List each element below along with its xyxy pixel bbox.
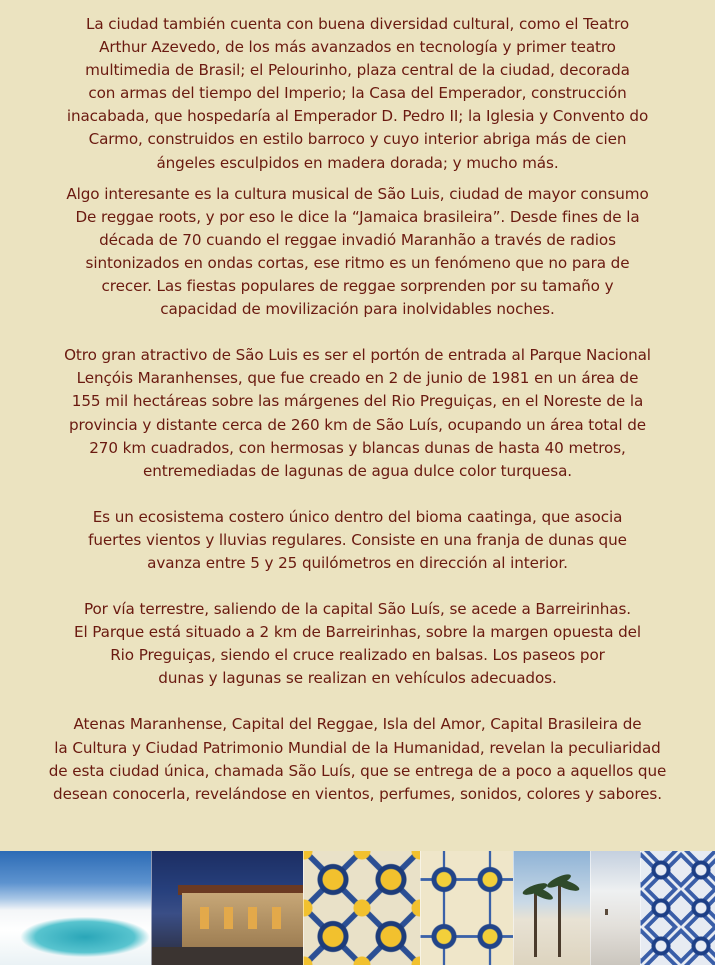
text-line: la Cultura y Ciudad Patrimonio Mundial de la Humanidad, revelan la peculiaridad bbox=[54, 738, 661, 757]
text-line: desean conocerla, revelándose en vientos, perfumes, sonidos, colores y sabores. bbox=[53, 784, 662, 803]
text-line: La ciudad también cuenta con buena diversidad cultural, como el Teatro bbox=[85, 15, 630, 33]
text-line: sintonizados en ondas cortas, ese ritmo es un fenómeno que no para de bbox=[85, 253, 630, 272]
text-line: De reggae roots, y por eso le dice la “Jamaica brasileira”. Desde fines de la bbox=[75, 207, 640, 226]
text-line: ángeles esculpidos en madera dorada; y mucho más. bbox=[156, 153, 559, 172]
azulejo-tile-photo bbox=[420, 851, 513, 965]
text-line: Atenas Maranhense, Capital del Reggae, Isla del Amor, Capital Brasileira de bbox=[73, 715, 642, 734]
text-line: 155 mil hectáreas sobre las márgenes del Rio Preguiças, en el Noreste de la bbox=[71, 392, 644, 411]
text-line: Lençóis Maranhenses, que fue creado en 2 de junio de 1981 en un área de bbox=[76, 369, 639, 388]
paragraph-culture bbox=[0, 13, 715, 175]
text-line: con armas del tiempo del Imperio; la Casa del Emperador, construcción bbox=[88, 84, 627, 103]
text-line: entremediadas de lagunas de agua dulce color turquesa. bbox=[142, 461, 573, 480]
paragraph-national-park bbox=[0, 344, 715, 483]
text-line: fuertes vientos y lluvias regulares. Consiste en una franja de dunas que bbox=[88, 530, 627, 549]
paragraph-access bbox=[0, 598, 715, 690]
dune-photo bbox=[590, 851, 640, 965]
paragraph-reggae bbox=[0, 183, 715, 322]
text-line: El Parque está situado a 2 km de Barreirinhas, sobre la margen opuesta del bbox=[73, 623, 642, 642]
lencois-dunes-lagoon-photo bbox=[0, 851, 151, 965]
text-line: Por vía terrestre, saliendo de la capital São Luís, se acede a Barreirinhas. bbox=[83, 600, 632, 619]
text-line: Rio Preguiças, siendo el cruce realizado en balsas. Los paseos por bbox=[110, 646, 605, 665]
text-line: avanza entre 5 y 25 quilómetros en dirección al interior. bbox=[147, 553, 568, 572]
text-line: Otro gran atractivo de São Luis es ser el portón de entrada al Parque Nacional bbox=[64, 346, 651, 365]
text-line: de esta ciudad única, chamada São Luís, que se entrega de a poco a aquellos que bbox=[48, 761, 667, 780]
text-line: década de 70 cuando el reggae invadió Maranhão a través de radios bbox=[99, 230, 616, 249]
text-line: Es un ecosistema costero único dentro del bioma caatinga, que asocia bbox=[92, 507, 623, 526]
text-line: capacidad de movilización para inolvidables noches. bbox=[160, 300, 555, 319]
text-line: Carmo, construidos en estilo barroco y cuyo interior abriga más de cien bbox=[88, 130, 627, 149]
text-line: Arthur Azevedo, de los más avanzados en tecnología y primer teatro bbox=[99, 38, 616, 57]
palm-trees-beach-photo bbox=[513, 851, 590, 965]
article-text bbox=[0, 13, 715, 806]
paragraph-closing bbox=[0, 713, 715, 805]
text-line: dunas y lagunas se realizan en vehículos adecuados. bbox=[158, 669, 557, 688]
paragraph-ecosystem bbox=[0, 506, 715, 575]
yellow-azulejo-tile-photo bbox=[303, 851, 420, 965]
text-line: multimedia de Brasil; el Pelourinho, plaza central de la ciudad, decorada bbox=[85, 61, 630, 80]
blue-azulejo-tile-photo bbox=[640, 851, 715, 965]
text-line: provincia y distante cerca de 260 km de São Luís, ocupando un área total de bbox=[68, 415, 647, 434]
text-line: 270 km cuadrados, con hermosas y blancas dunas de hasta 40 metros, bbox=[89, 438, 626, 457]
colonial-street-photo bbox=[151, 851, 303, 965]
text-line: Algo interesante es la cultura musical de São Luis, ciudad de mayor consumo bbox=[66, 184, 649, 203]
text-line: inacabada, que hospedaría al Emperador D. Pedro II; la Iglesia y Convento do bbox=[66, 107, 649, 126]
text-line: crecer. Las fiestas populares de reggae sorprenden por su tamaño y bbox=[101, 277, 614, 296]
photo-strip bbox=[0, 851, 715, 965]
